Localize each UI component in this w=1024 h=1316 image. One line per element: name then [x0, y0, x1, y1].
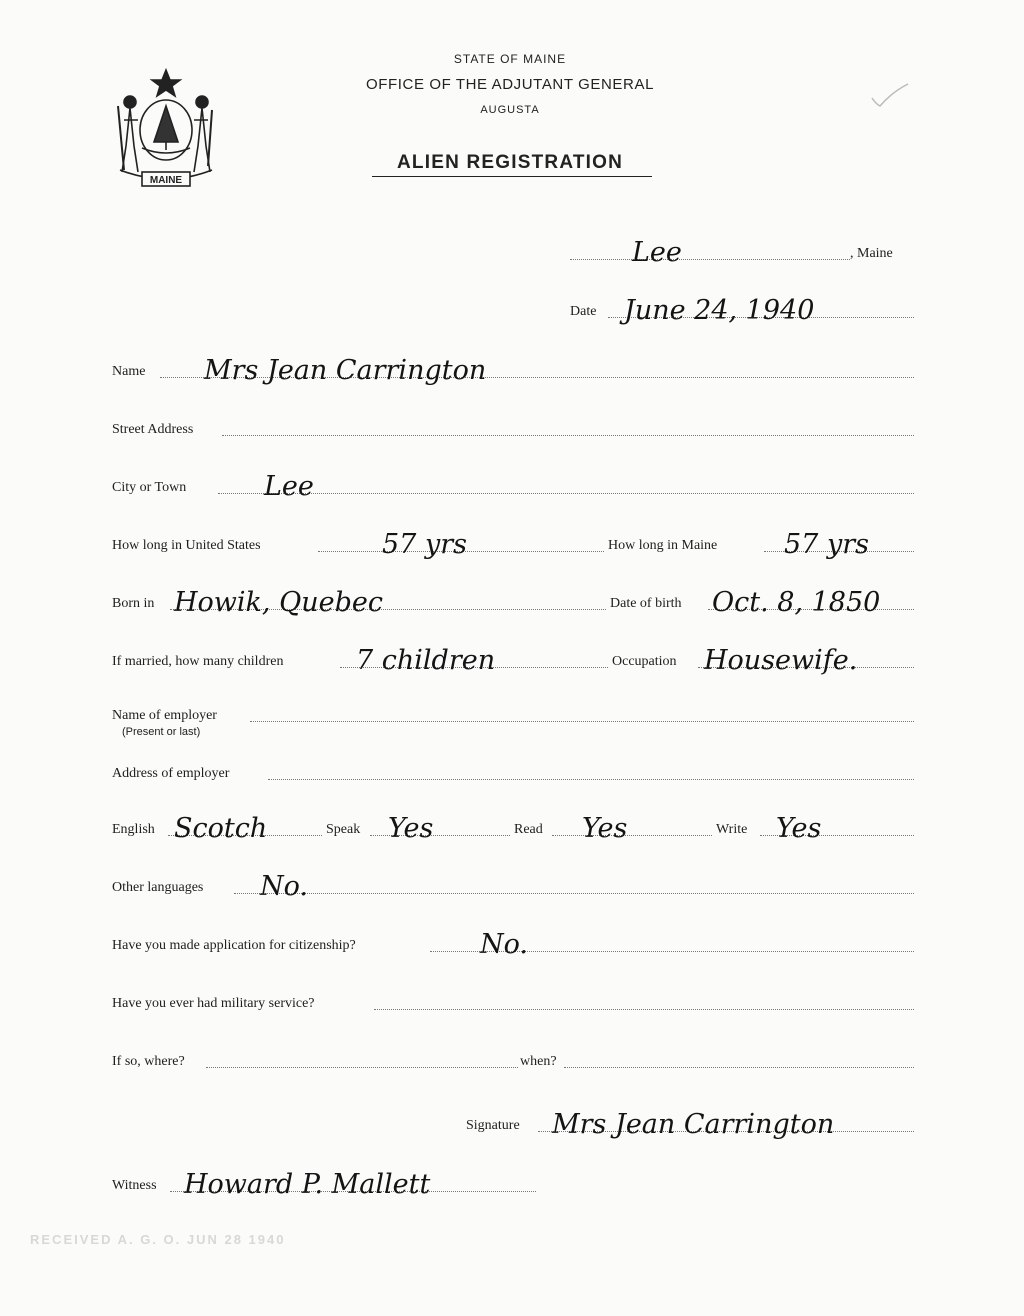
header-state: STATE OF MAINE [453, 52, 567, 66]
row-employer [112, 698, 914, 738]
town-value[interactable]: Lee [632, 237, 682, 268]
read-label: Read [514, 822, 543, 837]
row-city [112, 470, 914, 500]
witness-value[interactable]: Howard P. Mallett [184, 1169, 431, 1200]
speak-label: Speak [326, 822, 361, 837]
row-employer-address [112, 756, 914, 786]
signature-label: Signature [466, 1118, 520, 1133]
date-label: Date [570, 304, 597, 319]
citizenship-value[interactable]: No. [480, 929, 528, 960]
born-in-label: Born in [112, 596, 155, 611]
row-how-long [112, 528, 914, 558]
witness-label: Witness [112, 1178, 157, 1193]
row-children [112, 644, 914, 674]
form-title: ALIEN REGISTRATION [396, 152, 624, 173]
row-witness [112, 1168, 914, 1198]
born-in-value[interactable]: Howik, Quebec [174, 587, 383, 618]
city-value[interactable]: Lee [264, 471, 314, 502]
row-town [112, 236, 914, 266]
married-label: If married, how many children [112, 654, 284, 669]
header-city: AUGUSTA [480, 104, 540, 116]
title-underline [372, 176, 652, 177]
speak-value[interactable]: Yes [388, 813, 434, 844]
row-military [112, 986, 914, 1016]
employer-sub-label: (Present or last) [122, 726, 201, 738]
how-long-maine-label: How long in Maine [608, 538, 718, 553]
signature-value[interactable]: Mrs Jean Carrington [552, 1109, 835, 1140]
how-long-maine-value[interactable]: 57 yrs [784, 529, 869, 560]
row-other-languages [112, 870, 914, 900]
row-date [112, 294, 914, 324]
military-label: Have you ever had military service? [112, 996, 315, 1011]
dob-value[interactable]: Oct. 8, 1850 [712, 587, 881, 618]
when-label: when? [520, 1054, 557, 1069]
header-office: OFFICE OF THE ADJUTANT GENERAL [365, 76, 655, 93]
row-street [112, 412, 914, 442]
employer-address-label: Address of employer [112, 766, 230, 781]
write-value[interactable]: Yes [776, 813, 822, 844]
row-name [112, 354, 914, 384]
how-long-us-value[interactable]: 57 yrs [382, 529, 467, 560]
check-mark-icon [870, 80, 910, 110]
read-value[interactable]: Yes [582, 813, 628, 844]
occupation-value[interactable]: Housewife. [704, 645, 858, 676]
other-languages-label: Other languages [112, 880, 204, 895]
occupation-label: Occupation [612, 654, 677, 669]
name-label: Name [112, 364, 146, 379]
received-stamp: RECEIVED A. G. O. JUN 28 1940 [30, 1232, 286, 1247]
english-label: English [112, 822, 155, 837]
other-languages-value[interactable]: No. [260, 871, 308, 902]
citizenship-label: Have you made application for citizenship? [112, 938, 356, 953]
write-label: Write [716, 822, 748, 837]
where-label: If so, where? [112, 1054, 185, 1069]
dob-label: Date of birth [610, 596, 682, 611]
row-english [112, 812, 914, 842]
seal-label: MAINE [149, 175, 183, 186]
employer-label: Name of employer [112, 708, 217, 723]
maine-state-seal-icon [112, 66, 220, 192]
name-value[interactable]: Mrs Jean Carrington [204, 355, 487, 386]
city-label: City or Town [112, 480, 187, 495]
row-citizenship [112, 928, 914, 958]
english-value[interactable]: Scotch [174, 813, 268, 844]
row-birth [112, 586, 914, 616]
date-value[interactable]: June 24, 1940 [624, 295, 815, 326]
how-long-us-label: How long in United States [112, 538, 261, 553]
row-where-when [112, 1044, 914, 1074]
street-label: Street Address [112, 422, 194, 437]
children-value[interactable]: 7 children [356, 645, 496, 676]
row-signature [112, 1108, 914, 1138]
maine-label: , Maine [850, 246, 893, 261]
